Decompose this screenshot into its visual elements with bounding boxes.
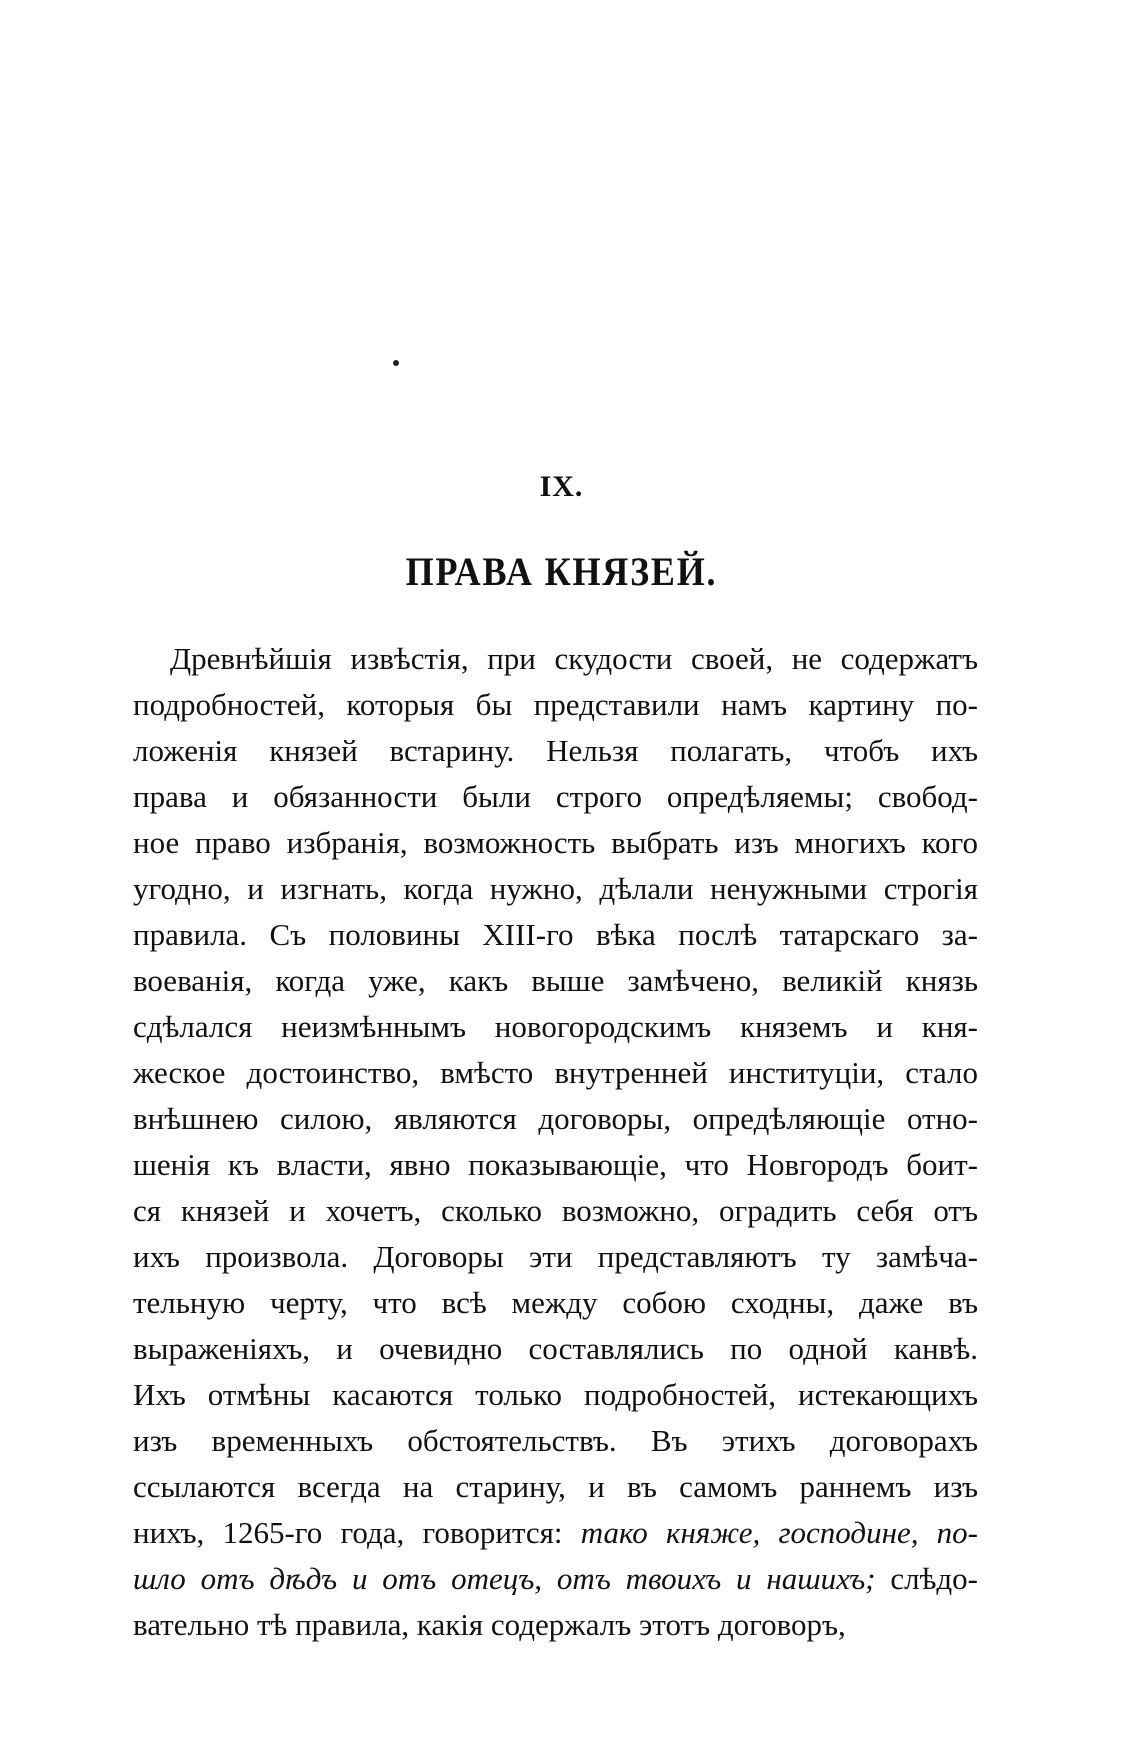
- text-segment: нихъ, 1265-го года, говорится:: [133, 1515, 581, 1550]
- text-segment: слѣдо-: [875, 1561, 978, 1596]
- text-line: угодно, и изгнать, когда нужно, дѣлали ненужными строгія: [133, 871, 978, 906]
- italic-quote: тако княже, господине, по-: [580, 1515, 978, 1550]
- text-line: изъ временныхъ обстоятельствъ. Въ этихъ договорахъ: [133, 1423, 978, 1458]
- ink-speck: [393, 360, 399, 366]
- text-line: внѣшнею силою, являются договоры, опредѣляющіе отно-: [133, 1101, 978, 1136]
- text-line: Древнѣйшія извѣстія, при скудости своей, не содержатъ: [170, 641, 978, 676]
- body-text: [133, 636, 978, 1648]
- text-line: выраженіяхъ, и очевидно составлялись по одной канвѣ.: [133, 1331, 978, 1366]
- text-line: подробностей, которыя бы представили намъ картину по-: [133, 687, 978, 722]
- text-line-mixed: [133, 1510, 978, 1556]
- text-line: ное право избранія, возможность выбрать изъ многихъ кого: [133, 825, 978, 860]
- chapter-title: ПРАВА КНЯЗЕЙ.: [405, 549, 718, 594]
- text-line: ложенія князей встарину. Нельзя полагать, чтобъ ихъ: [133, 733, 978, 768]
- text-line: правила. Съ половины XIII-го вѣка послѣ татарскаго за-: [133, 917, 978, 952]
- text-line-mixed: [133, 1556, 978, 1602]
- text-line: ихъ произвола. Договоры эти представляютъ ту замѣча-: [133, 1239, 978, 1274]
- italic-quote: шло отъ дѣдъ и отъ отецъ, отъ твоихъ и нашихъ;: [133, 1561, 876, 1596]
- text-line: вательно тѣ правила, какія содержалъ этотъ договоръ,: [133, 1607, 846, 1642]
- text-line: ссылаются всегда на старину, и въ самомъ раннемъ изъ: [133, 1469, 978, 1504]
- text-line: воеванія, когда уже, какъ выше замѣчено, великій князь: [133, 963, 978, 998]
- text-line: шенія къ власти, явно показывающіе, что Новгородъ боит-: [133, 1147, 978, 1182]
- text-line: сдѣлался неизмѣннымъ новогородскимъ княземъ и кня-: [133, 1009, 978, 1044]
- text-line: жеское достоинство, вмѣсто внутренней институціи, стало: [133, 1055, 978, 1090]
- text-line: тельную черту, что всѣ между собою сходны, даже въ: [133, 1285, 978, 1320]
- text-line: ся князей и хочетъ, сколько возможно, оградить себя отъ: [133, 1193, 978, 1228]
- chapter-number: IX.: [539, 470, 584, 503]
- text-line: права и обязанности были строго опредѣляемы; свобод-: [133, 779, 978, 814]
- text-line: Ихъ отмѣны касаются только подробностей, истекающихъ: [133, 1377, 978, 1412]
